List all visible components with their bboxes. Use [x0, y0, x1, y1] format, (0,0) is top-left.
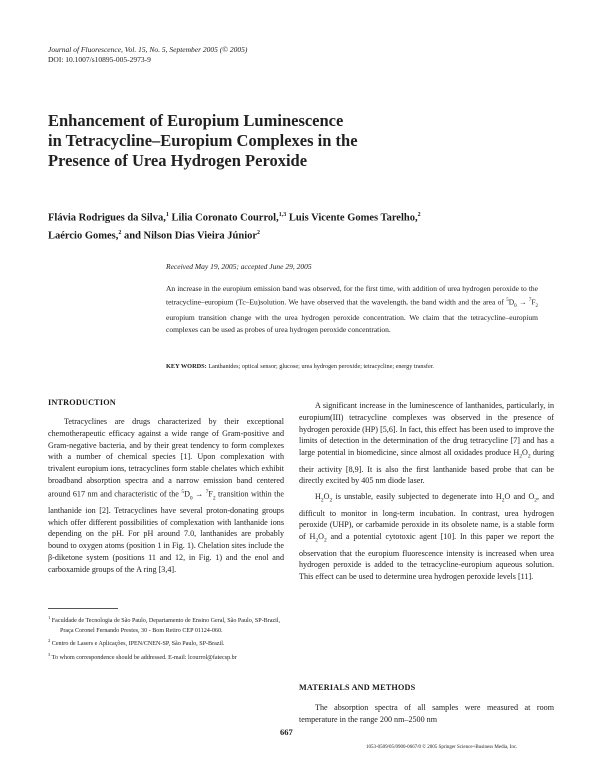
section-heading-methods: MATERIALS AND METHODS — [299, 683, 416, 692]
introduction-text: Tetracyclines are drugs characterized by their exceptional chemotherapeutic efficacy against a wide range of Gram-positive and Gram-negative bacteria, and by their great tendency to form complexes with a number of chemical species [1]. Upon complexation with trivalent europium ions, tetracyclines form stable chelates which exhibit broadband absorption spectra and a narrow emission band centered around 617 nm and characteristic of the $^5D_0 \to ^7F_2$ transition within the lanthanide ion [2]. Tetracyclines have several proton-donating groups which offer different possibilities of complexation with lanthanide ions depending on the pH. For pH around 7.0, lanthanides are probably bound to oxygen atoms (position 1 in Fig. 1). Chelation sites include the β-diketone system (positions 11 and 12, in Fig. 1) and the enol and carboxamide groups of the A ring [3,4]. — [48, 417, 284, 574]
doi: DOI: 10.1007/s10895-005-2973-9 — [48, 55, 151, 64]
methods-text: The absorption spectra of all samples were measured at room temperature in the range 200 nm–2500 nm — [299, 703, 554, 724]
footnote: $^1$ Faculdade de Tecnologia de São Paulo, Departamento de Ensino Geral, São Paulo, SP-Brazil, Praça Coronel Fernando Prestes, 30 - Bom Retiro CEP 01124-060. — [48, 615, 281, 634]
abstract: An increase in the europium emission band was observed, for the first time, with addition of urea hydrogen peroxide to the tetracycline–europium (Tc–Eu)solution. We have observed that the wavelength, the band width and the area of $^5D_0 \to ^7F_2$ europium transition change with the urea hydrogen peroxide concentration. We claim that the tetracycline–europium complexes can be used as probes of urea hydrogen peroxide concentration. — [166, 284, 538, 335]
author: Laércio Gomes, — [48, 230, 119, 241]
affiliation-mark: 1 — [165, 212, 169, 218]
journal-citation: Journal of Fluorescence, Vol. 15, No. 5, September 2005 (© 2005) — [48, 45, 248, 54]
received-dates: Received May 19, 2005; accepted June 29, 2005 — [166, 262, 312, 271]
author-list — [48, 208, 548, 243]
affiliation-mark: 2 — [257, 229, 261, 236]
keywords-text: Lanthanides; optical sensor; glucose; urea hydrogen peroxide; tetracycline; energy transfer. — [208, 363, 434, 370]
footnote-divider — [48, 608, 118, 609]
keywords — [166, 362, 546, 372]
issn-copyright: 1053-0509/05/0900-0667/0 © 2005 Springer Science+Business Media, Inc. — [366, 745, 518, 750]
author: Lilia Coronato Courrol, — [171, 212, 279, 224]
title-line: Presence of Urea Hydrogen Peroxide — [48, 151, 308, 170]
title-line: in Tetracycline–Europium Complexes in the — [48, 131, 358, 150]
footnote: $^3$ To whom correspondence should be addressed. E-mail: lcourrol@fatecsp.br — [48, 651, 237, 661]
affiliation-mark: 2 — [118, 229, 122, 236]
author: Luis Vicente Gomes Tarelho, — [288, 212, 418, 224]
title-line: Enhancement of Europium Luminescence — [48, 111, 344, 130]
author: and Nilson Dias Vieira Júnior — [124, 230, 258, 241]
author: Flávia Rodrigues da Silva, — [48, 212, 166, 224]
paper-title — [48, 111, 528, 171]
footnote: $^2$ Centro de Lasers e Aplicações, IPEN/CNEN-SP, São Paulo, SP-Brazil. — [48, 638, 225, 648]
keywords-label: KEY WORDS: — [166, 363, 207, 370]
section-heading-introduction: INTRODUCTION — [48, 398, 116, 407]
affiliation-mark: 1,3 — [278, 212, 287, 218]
footnotes — [48, 613, 286, 663]
affiliation-mark: 2 — [417, 212, 421, 218]
page-number: 667 — [280, 727, 293, 737]
right-column-text: A significant increase in the luminescence of lanthanides, particularly, in europium(III) tetracycline complexes was observed in the presence of hydrogen peroxide (HP) [5,6]. In fact, this effect has been used to improve the limits of detection in the determination of the drug tetracycline [7] and has a large potential in biomedicine, since almost all oxidades produce $H_2O_2$ during their activity [8,9]. It is also the first lanthanide based probe that can be directly excited by 405 nm diode laser. $H_2O_2$ is unstable, easily subjected to degenerate into $H_2O$ and $O_2$, and difficult to monitor in long-term incubation. In contrast, urea hydrogen peroxide (UHP), or carbamide peroxide in its obsolete name, is a stable form of $H_2O_2$ and a potential cytotoxic agent [10]. In this paper we report the observation that the europium fluorescence intensity is increased when urea hydrogen peroxide is added to the tetracycline-europium aqueous solution. This effect can be used to determine urea hydrogen peroxide levels [11]. — [299, 401, 555, 582]
